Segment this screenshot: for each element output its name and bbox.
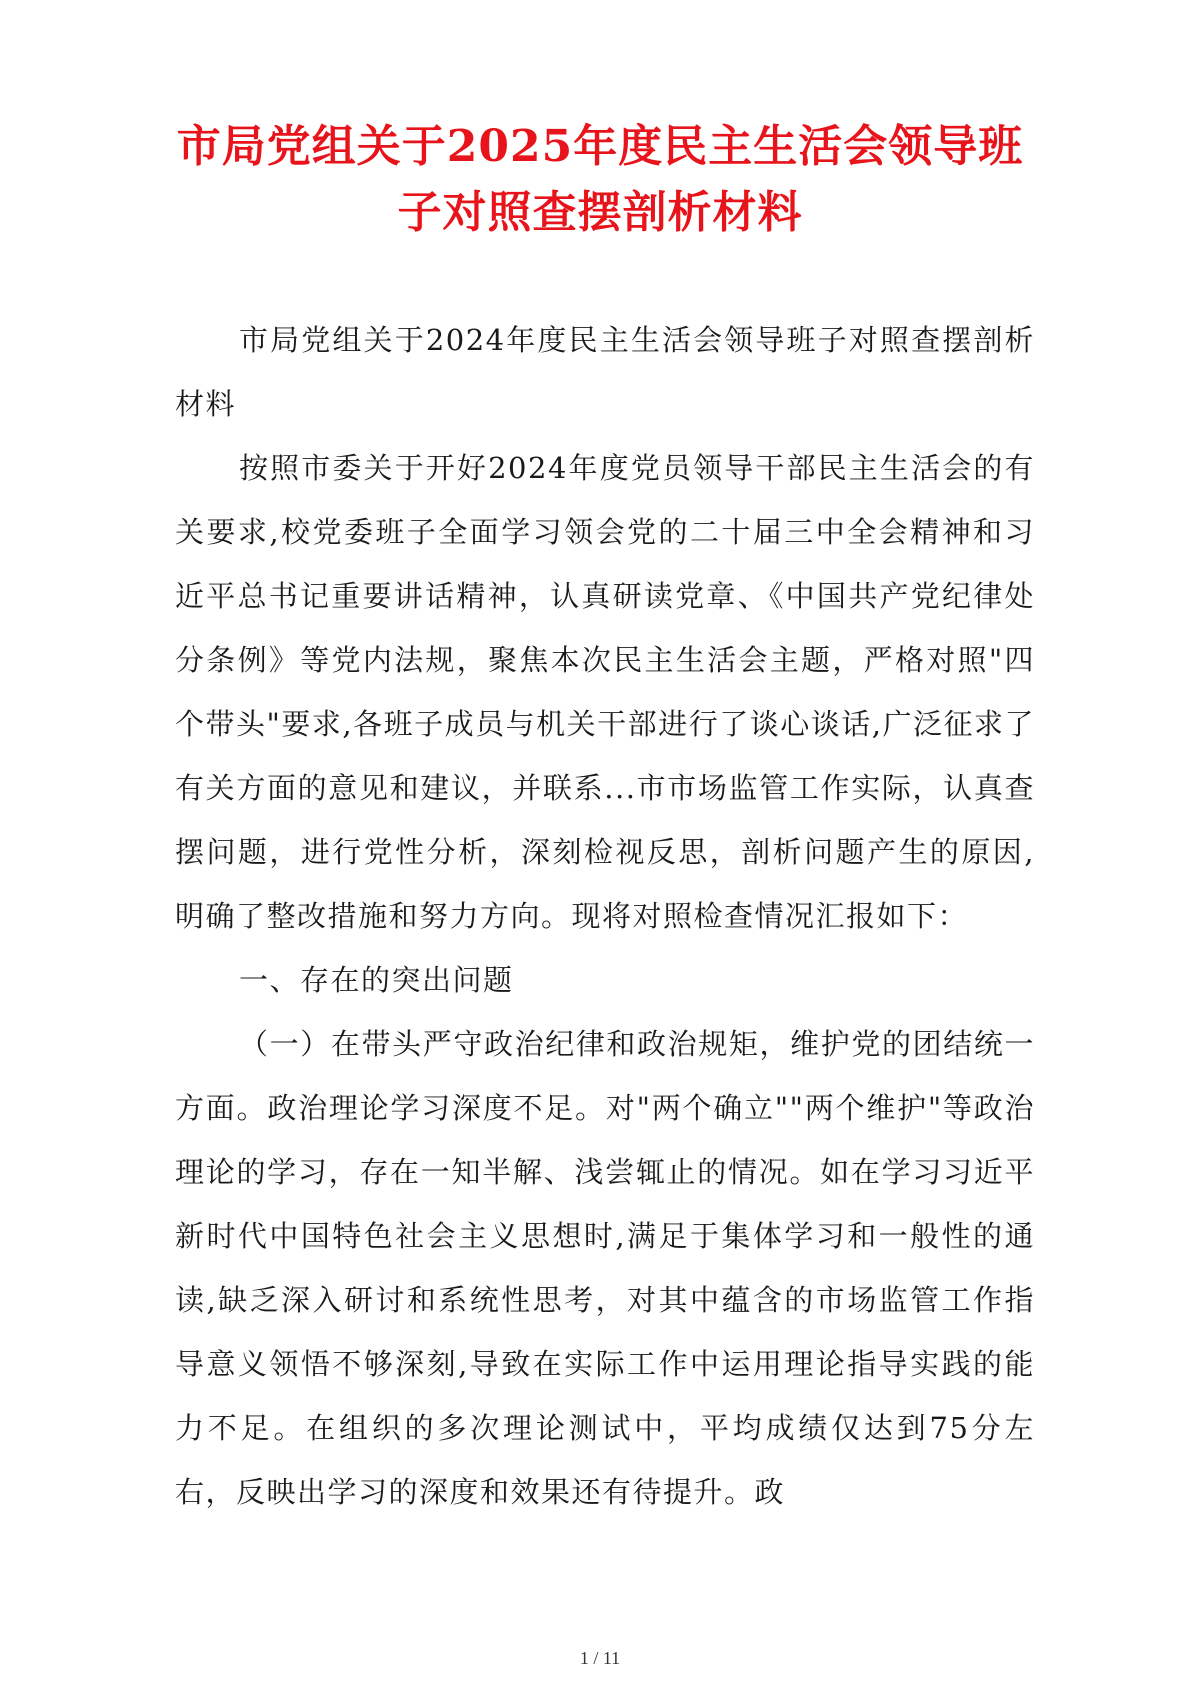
- document-body: [175, 308, 1035, 1524]
- section-heading: 一、存在的突出问题: [239, 963, 514, 997]
- section-paragraph: （一）在带头严守政治纪律和政治规矩，维护党的团结统一方面。政治理论学习深度不足。对"两个确立""两个维护"等政治理论的学习，存在一知半解、浅尝辄止的情况。如在学习习近平新时代中国特色社会主义思想时,满足于集体学习和一般性的通读,缺乏深入研讨和系统性思考，对其中蕴含的市场监管工作指导意义领悟不够深刻,导致在实际工作中运用理论指导实践的能力不足。在组织的多次理论测试中，平均成绩仅达到75分左右，反映出学习的深度和效果还有待提升。政: [175, 1027, 1035, 1509]
- intro-paragraph: 按照市委关于开好2024年度党员领导干部民主生活会的有关要求,校党委班子全面学习领会党的二十届三中全会精神和习近平总书记重要讲话精神，认真研读党章、《中国共产党纪律处分条例》等党内法规，聚焦本次民主生活会主题，严格对照"四个带头"要求,各班子成员与机关干部进行了谈心谈话,广泛征求了有关方面的意见和建议，并联系...市市场监管工作实际，认真查摆问题，进行党性分析，深刻检视反思，剖析问题产生的原因,明确了整改措施和努力方向。现将对照检查情况汇报如下：: [175, 451, 1035, 933]
- title-line-2: 子对照查摆剖析材料: [397, 187, 803, 238]
- subtitle-paragraph: 市局党组关于2024年度民主生活会领导班子对照查摆剖析材料: [175, 323, 1035, 421]
- page-number: 1 / 11: [579, 1648, 621, 1668]
- title-line-1: 市局党组关于2025年度民主生活会领导班: [176, 121, 1024, 172]
- document-title: [150, 114, 1050, 246]
